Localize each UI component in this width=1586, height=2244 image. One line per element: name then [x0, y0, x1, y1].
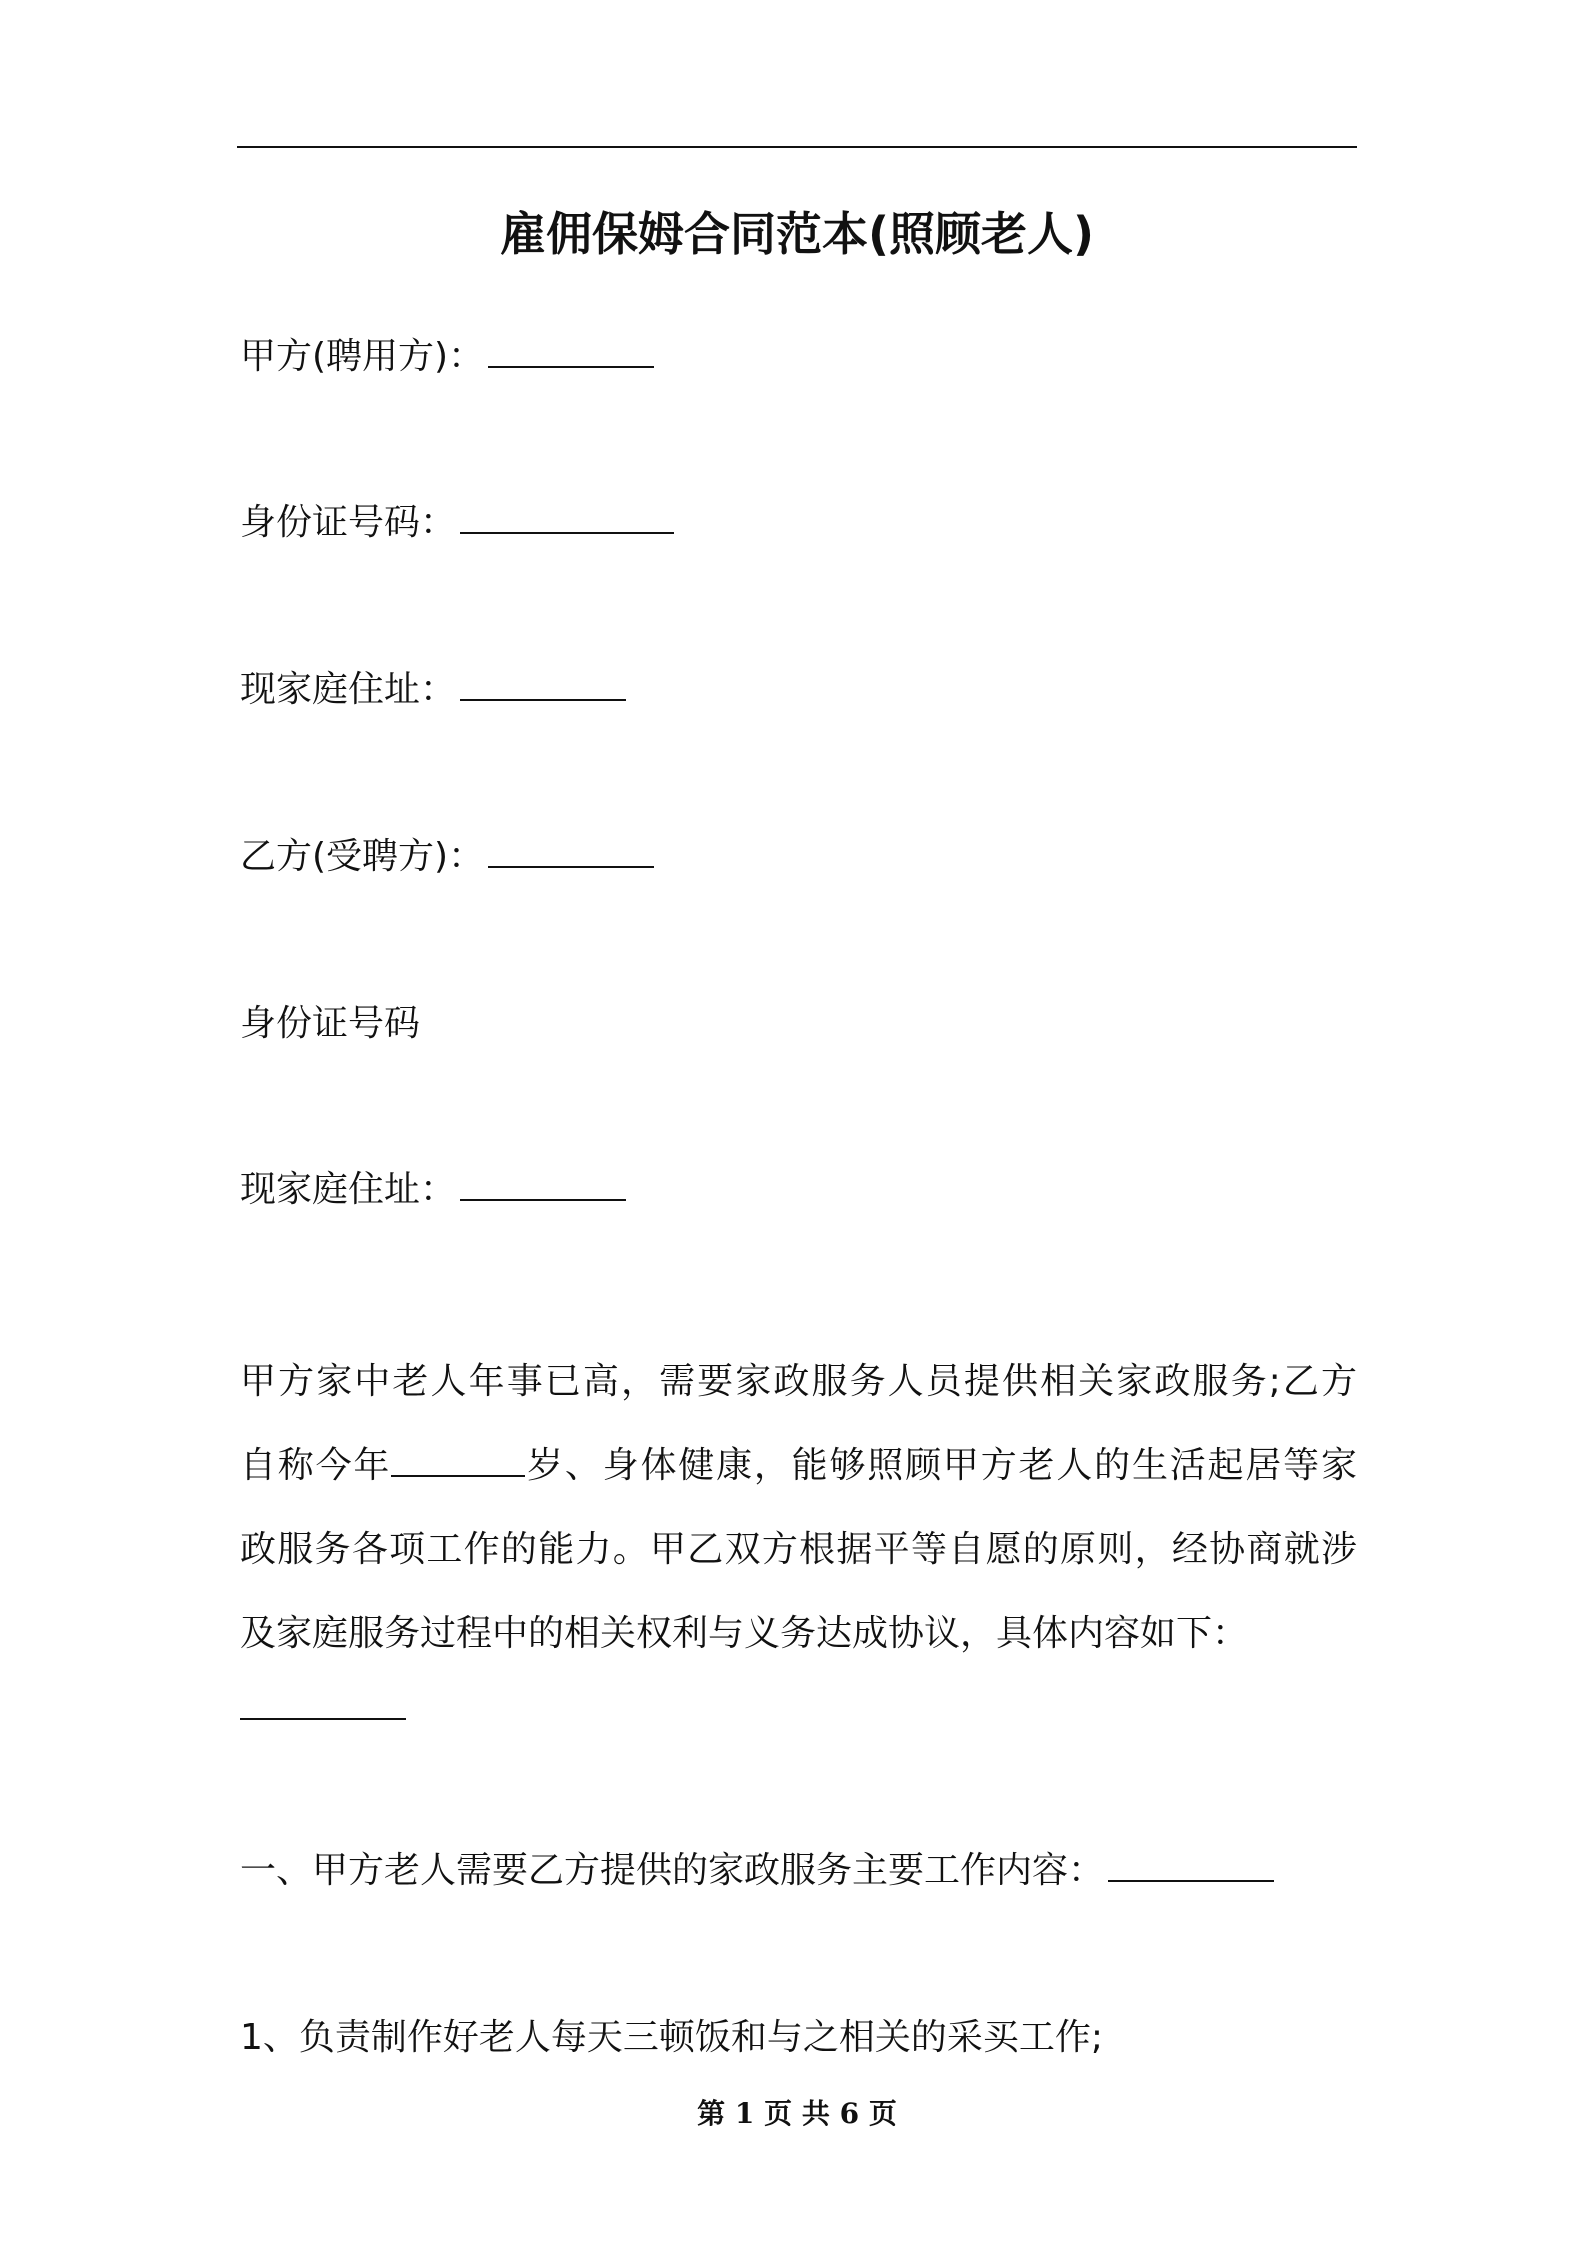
section-1-blank[interactable] [1108, 1846, 1274, 1882]
party-a-blank[interactable] [488, 332, 654, 368]
party-a-id-field [240, 498, 674, 548]
intro-paragraph [240, 1340, 1357, 1676]
party-a-address-label: 现家庭住址： [240, 669, 457, 710]
party-a-address-blank[interactable] [460, 665, 626, 701]
party-a-field [240, 332, 654, 382]
intro-line [240, 1424, 1357, 1508]
party-b-address-label: 现家庭住址： [240, 1169, 457, 1210]
intro-line-2-start: 自称今年 [240, 1445, 392, 1486]
paragraph-end-blank[interactable] [240, 1718, 406, 1720]
intro-line: 及家庭服务过程中的相关权利与义务达成协议，具体内容如下： [240, 1613, 1249, 1654]
age-blank[interactable] [391, 1445, 525, 1477]
intro-line: 政服务各项工作的能力。甲乙双方根据平等自愿的原则，经协商就涉 [240, 1529, 1357, 1570]
party-b-address-field [240, 1165, 626, 1215]
party-a-label: 甲方(聘用方)： [240, 336, 485, 377]
party-b-label: 乙方(受聘方)： [240, 836, 485, 877]
section-1-heading [240, 1846, 1274, 1896]
party-b-id-field [240, 999, 420, 1049]
party-a-address-field [240, 665, 626, 715]
item-1-text: 1、负责制作好老人每天三顿饭和与之相关的采买工作; [240, 2017, 1104, 2058]
intro-line-2-end: 岁、身体健康，能够照顾甲方老人的生活起居等家 [525, 1445, 1357, 1486]
party-b-blank[interactable] [488, 832, 654, 868]
intro-line: 甲方家中老人年事已高，需要家政服务人员提供相关家政服务;乙方 [240, 1361, 1357, 1402]
document-title: 雇佣保姆合同范本(照顾老人) [499, 207, 1095, 261]
party-b-field [240, 832, 654, 882]
page-indicator: 第 1 页 共 6 页 [697, 2097, 897, 2130]
header-rule [237, 146, 1357, 148]
party-a-id-blank[interactable] [460, 498, 674, 534]
party-b-address-blank[interactable] [460, 1165, 626, 1201]
section-1-label: 一、甲方老人需要乙方提供的家政服务主要工作内容： [240, 1850, 1105, 1891]
party-a-id-label: 身份证号码： [240, 502, 457, 543]
party-b-id-label: 身份证号码 [240, 1003, 421, 1044]
list-item [240, 2013, 1103, 2063]
